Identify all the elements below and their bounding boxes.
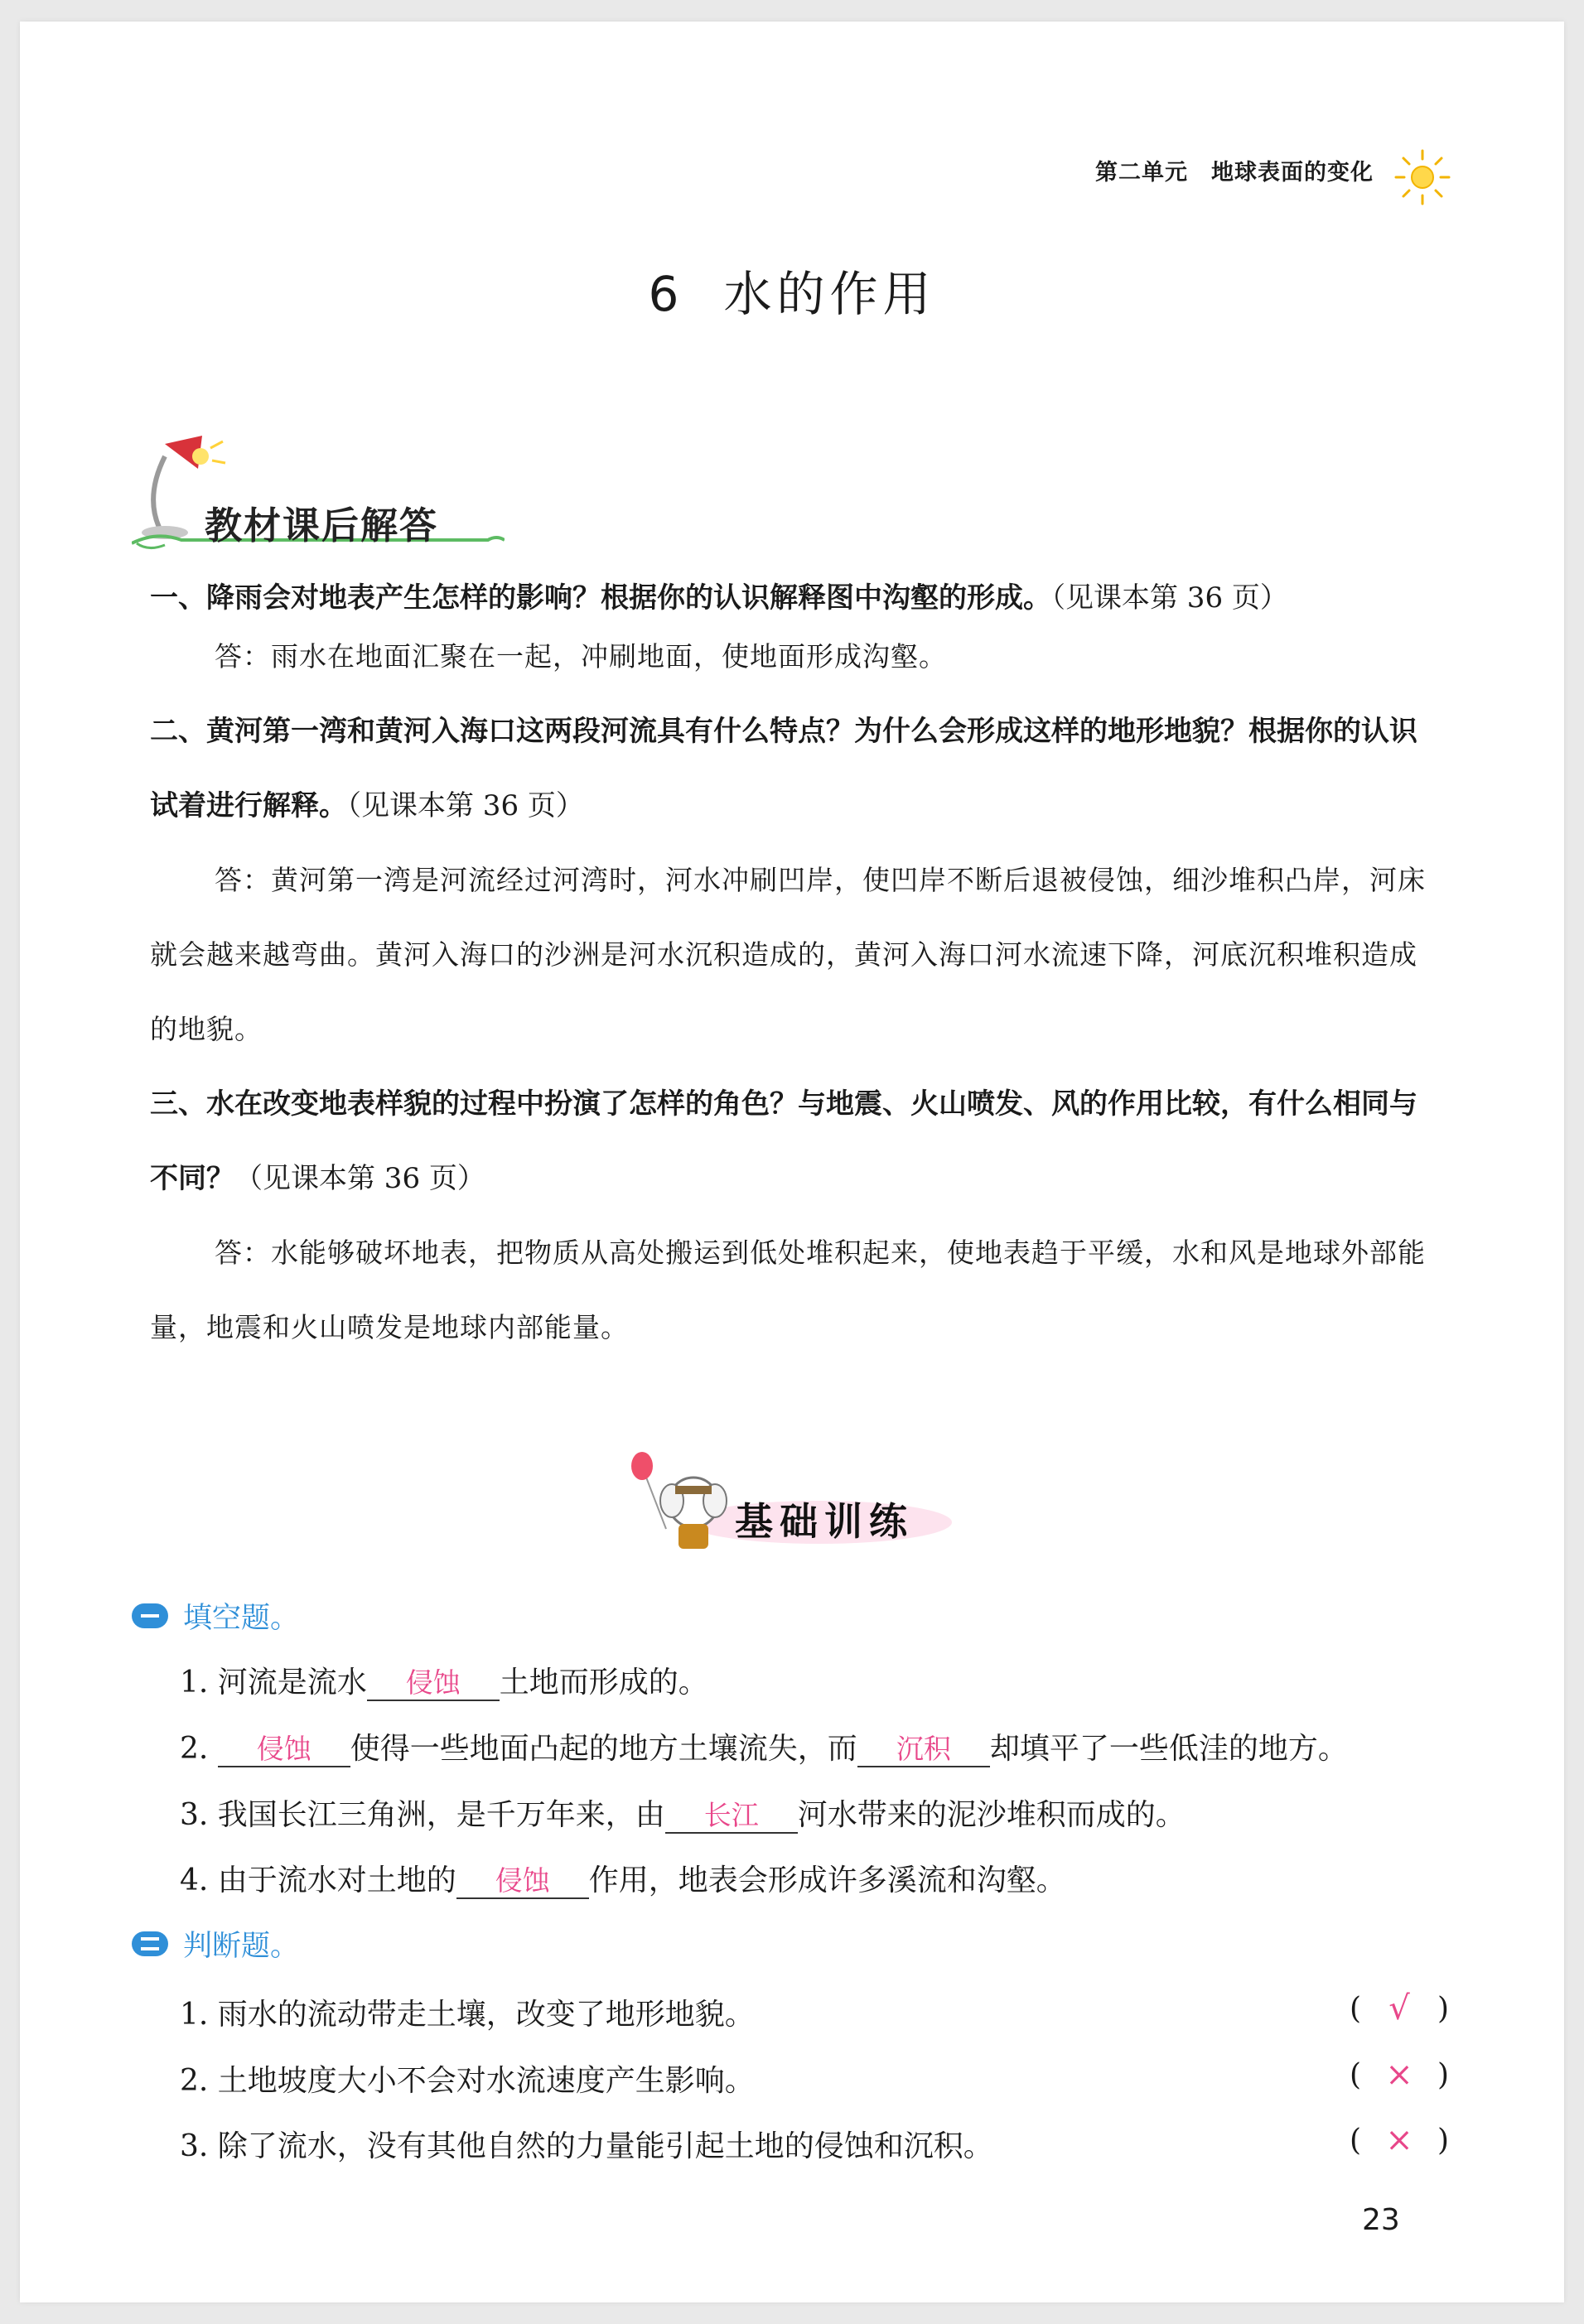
answer-2: 答：黄河第一湾是河流经过河湾时，河水冲刷凹岸，使凹岸不断后退被侵蚀，细沙堆积凸岸，河床就会越来越弯曲。黄河入海口的沙洲是河水沉积造成的，黄河入海口河水流速下降，河底沉积堆积造成的地貌。 — [150, 864, 1426, 1045]
unit-label: 第二单元 — [1095, 160, 1188, 186]
blank-answer[interactable]: 侵蚀 — [456, 1864, 589, 1899]
judge-heading: 判断题。 — [132, 1923, 299, 1965]
basic-training-label: 基础训练 — [735, 1499, 914, 1544]
answer-1: 答：雨水在地面汇聚在一起，冲刷地面，使地面形成沟壑。 — [215, 640, 947, 673]
blank-answer[interactable]: 沉积 — [857, 1733, 990, 1767]
judge-answer-3[interactable]: ( × ) — [1350, 2121, 1449, 2159]
question-3: 三、水在改变地表样貌的过程中扮演了怎样的角色？与地震、火山喷发、风的作用比较，有什么相同与不同？（见课本第 36 页） — [150, 1087, 1417, 1195]
lesson-name: 水的作用 — [723, 266, 936, 322]
cross-mark-icon: × — [1385, 2121, 1413, 2159]
answer-3: 答：水能够破坏地表，把物质从高处搬运到低处堆积起来，使地表趋于平缓，水和风是地球外部能量，地震和火山喷发是地球内部能量。 — [150, 1237, 1426, 1343]
blank-answer[interactable]: 侵蚀 — [218, 1733, 350, 1767]
fill-blank-heading: 填空题。 — [132, 1595, 299, 1637]
fill-item-3: 3. 我国长江三角洲，是千万年来，由 长江 河水带来的泥沙堆积而成的。 — [180, 1798, 1186, 1832]
fill-item-2: 2. 侵蚀 使得一些地面凸起的地方土壤流失，而 沉积 却填平了一些低洼的地方。 — [180, 1732, 1348, 1766]
textbook-answers-label: 教材课后解答 — [205, 504, 439, 547]
textbook-answers-banner — [132, 485, 505, 552]
basic-training-banner — [629, 1446, 960, 1562]
unit-topic: 地球表面的变化 — [1211, 160, 1374, 186]
question-2: 二、黄河第一湾和黄河入海口这两段河流具有什么特点？为什么会形成这样的地形地貌？根据你的认识试着进行解释。（见课本第 36 页） — [150, 715, 1417, 822]
lesson-title — [20, 255, 1564, 325]
section-two-icon — [132, 1931, 168, 1956]
judge-item-2: 2. 土地坡度大小不会对水流速度产生影响。 — [180, 2064, 755, 2098]
cross-mark-icon: × — [1385, 2056, 1413, 2094]
blank-answer[interactable]: 长江 — [665, 1799, 798, 1834]
page-number: 23 — [1362, 2203, 1400, 2237]
fill-item-4: 4. 由于流水对土地的 侵蚀 作用，地表会形成许多溪流和沟壑。 — [180, 1864, 1066, 1897]
judge-item-1: 1. 雨水的流动带走土壤，改变了地形地貌。 — [180, 1998, 755, 2032]
judge-item-3: 3. 除了流水，没有其他自然的力量能引起土地的侵蚀和沉积。 — [180, 2129, 993, 2163]
section-one-icon — [132, 1603, 168, 1628]
workbook-page — [20, 22, 1564, 2302]
lesson-number: 6 — [648, 266, 684, 322]
judge-answer-1[interactable]: ( √ ) — [1350, 1989, 1449, 2027]
qa-block — [150, 576, 1442, 1365]
check-mark-icon: √ — [1388, 1989, 1410, 2027]
sun-icon — [1391, 146, 1454, 209]
blank-answer[interactable]: 侵蚀 — [367, 1666, 500, 1701]
running-header — [1095, 154, 1374, 186]
judge-answer-2[interactable]: ( × ) — [1350, 2056, 1449, 2094]
question-1: 一、降雨会对地表产生怎样的影响？根据你的认识解释图中沟壑的形成。（见课本第 36 页） — [150, 581, 1288, 615]
fill-item-1: 1. 河流是流水 侵蚀 土地而形成的。 — [180, 1666, 708, 1700]
